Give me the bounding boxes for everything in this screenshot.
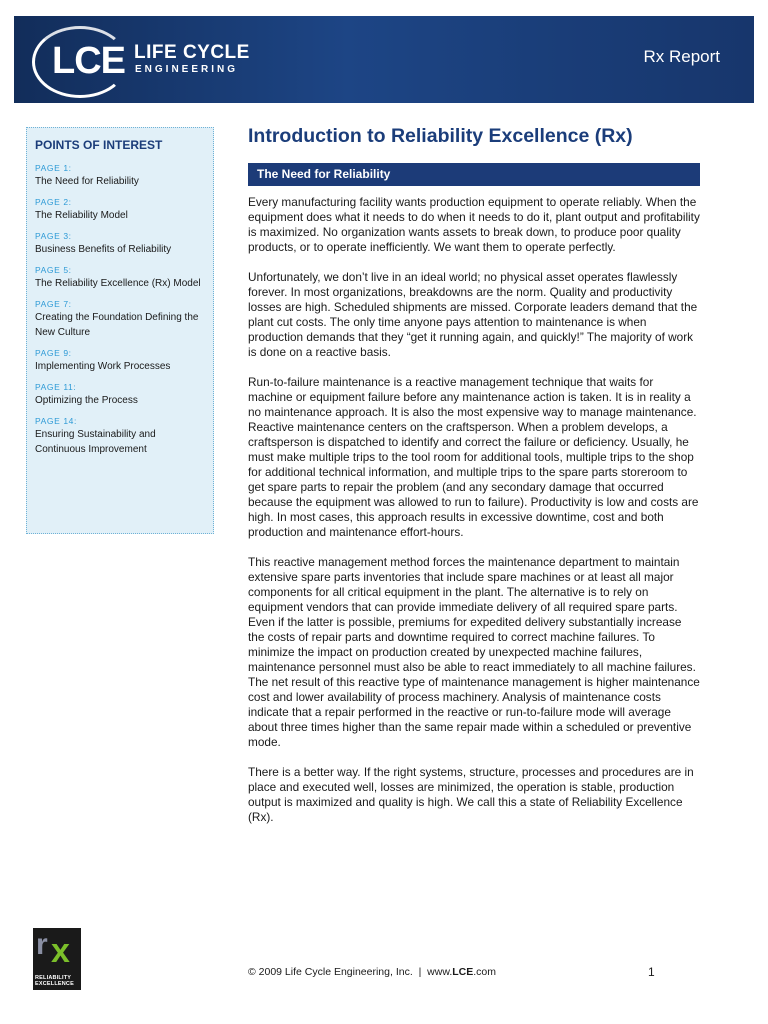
footer-web-bold: LCE xyxy=(452,966,474,978)
footer-web-suffix: .com xyxy=(473,966,497,978)
rx-logo-r: r xyxy=(36,928,48,961)
report-label: Rx Report xyxy=(643,47,720,66)
poi-page-label: PAGE 9: xyxy=(35,348,72,358)
poi-item-label: The Reliability Model xyxy=(35,210,128,221)
article-body xyxy=(248,195,700,825)
report-header xyxy=(14,16,754,103)
rx-logo-line2: EXCELLENCE xyxy=(35,981,74,987)
points-of-interest-panel xyxy=(26,127,214,534)
logo-engineering-text: ENGINEERING xyxy=(135,64,239,75)
footer-copyright: © 2009 Life Cycle Engineering, Inc. xyxy=(248,966,413,978)
paragraph: There is a better way. If the right systems, structure, processes and procedures are in place and executed well, losses are minimized, the operation is stable, production output is maximized and quality is high. We call this a state of Reliability Excellence (Rx). xyxy=(248,765,694,824)
poi-item-1[interactable] xyxy=(35,162,205,189)
rx-logo-x: x xyxy=(51,932,70,970)
paragraph: This reactive management method forces the maintenance department to maintain extensive spare parts inventories that include spare machines or at least all major components for all critical equipment in the plant. The alternative is to rely on equipment vendors that can provide immediate delivery of all required spare parts. Even if the latter is possible, premiums for expedited delivery substantially increase the costs of repair parts and downtime required to correct machine failures. To minimize the impact on production created by unexpected machine failures, maintenance personnel must also be able to react immediately to all machine failures. The net result of this reactive type of maintenance management is higher maintenance cost and lower availability of process machinery. Analysis of maintenance costs indicate that a repair performed in the reactive or run-to-failure mode will average about three times higher than the same repair made within a scheduled or preventive mode. xyxy=(248,555,700,749)
poi-item-3[interactable] xyxy=(35,230,205,257)
rx-logo-label xyxy=(35,975,74,987)
logo-life-cycle-text: LIFE CYCLE xyxy=(134,42,250,63)
poi-page-label: PAGE 11: xyxy=(35,382,77,392)
poi-page-label: PAGE 2: xyxy=(35,197,72,207)
poi-item-7[interactable] xyxy=(35,298,205,340)
poi-item-label: Implementing Work Processes xyxy=(35,361,171,372)
poi-item-label: Ensuring Sustainability and Continuous Improvement xyxy=(35,429,156,455)
poi-item-11[interactable] xyxy=(35,381,205,408)
poi-item-label: Optimizing the Process xyxy=(35,395,138,406)
footer-separator: | xyxy=(418,966,422,978)
paragraph: Every manufacturing facility wants production equipment to operate reliably. When the equipment does what it needs to do when it needs to do it, plant output and profitability is maximized. No organization wants assets to break down, to produce poor quality products, or to operate inefficiently. We want them to operate perfectly. xyxy=(248,195,700,254)
rx-logo-line1: RELIABILITY xyxy=(35,975,72,981)
poi-page-label: PAGE 3: xyxy=(35,231,72,241)
page-title: Introduction to Reliability Excellence (Rx) xyxy=(248,125,633,147)
poi-item-2[interactable] xyxy=(35,196,205,223)
section-heading: The Need for Reliability xyxy=(248,163,700,186)
points-of-interest-title: POINTS OF INTEREST xyxy=(35,138,163,152)
footer-web-prefix: www. xyxy=(427,966,453,978)
poi-page-label: PAGE 5: xyxy=(35,265,72,275)
poi-item-label: Creating the Foundation Defining the New Culture xyxy=(35,312,199,338)
footer xyxy=(248,966,496,978)
page-number: 1 xyxy=(648,965,655,979)
main-content xyxy=(248,124,700,840)
reliability-excellence-logo xyxy=(33,928,81,990)
footer-website-link[interactable] xyxy=(427,966,496,978)
paragraph: Run-to-failure maintenance is a reactive management technique that waits for machine or equipment failure before any maintenance action is taken. It is in reality a no maintenance approach. It is also the most expensive way to manage maintenance. Reactive maintenance centers on the craftsperson. When a problem develops, a craftsperson is dispatched to identify and correct the failure or deficiency. Usually, he must make multiple trips to the tool room for additional tools, multiple trips to the shop for additional technical information, and multiple trips to the spare parts storeroom to get spare parts to repair the problem (and any secondary damage that occurred because the equipment was allowed to run to failure). Productivity is low and costs are high. In most cases, this approach results in excessive downtime, cost and both production and maintenance effort-hours. xyxy=(248,375,699,539)
poi-item-9[interactable] xyxy=(35,347,205,374)
poi-page-label: PAGE 14: xyxy=(35,416,77,426)
poi-item-5[interactable] xyxy=(35,264,205,291)
logo-lce-text: LCE xyxy=(52,40,125,82)
poi-item-14[interactable] xyxy=(35,415,205,457)
poi-item-label: The Reliability Excellence (Rx) Model xyxy=(35,278,201,289)
poi-item-label: The Need for Reliability xyxy=(35,176,139,187)
paragraph: Unfortunately, we don’t live in an ideal world; no physical asset operates flawlessly forever. In most organizations, breakdowns are the norm. Quality and productivity losses are high. Scheduled shipments are missed. Corporate leaders demand that the plant cut costs. The only time anyone pays attention to maintenance is when production demands that they “get it running again, and quickly!” The majority of work is done on a reactive basis. xyxy=(248,270,698,359)
poi-page-label: PAGE 7: xyxy=(35,299,72,309)
poi-item-label: Business Benefits of Reliability xyxy=(35,244,172,255)
poi-page-label: PAGE 1: xyxy=(35,163,72,173)
